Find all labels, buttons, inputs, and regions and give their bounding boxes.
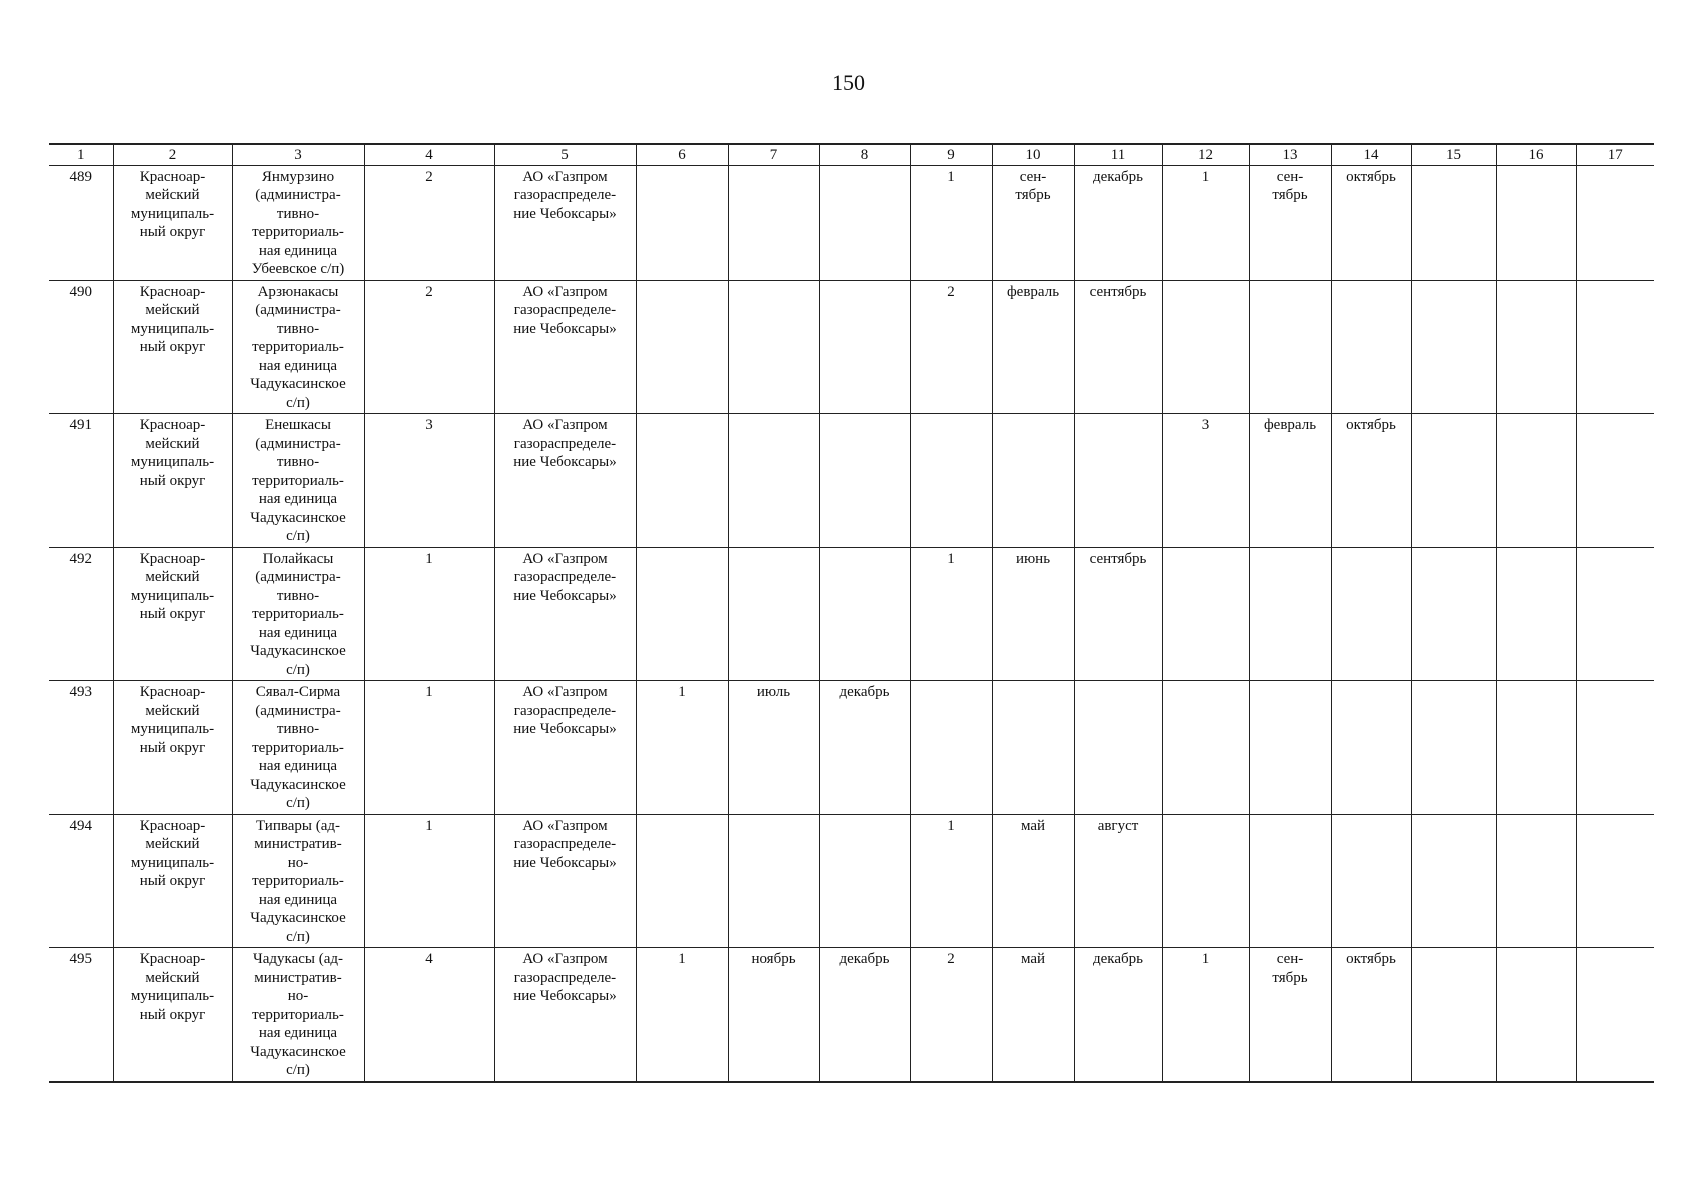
cell-line: сен- <box>1276 168 1304 185</box>
start-month-cell <box>992 280 1074 414</box>
cell-line: территориаль- <box>252 224 344 240</box>
settlement-cell <box>232 948 364 1082</box>
count-cell <box>910 681 992 815</box>
cell-line: Типвары (ад- <box>256 817 340 834</box>
cell-line: министратив- <box>254 969 342 986</box>
cell-line: тивно- <box>276 205 320 222</box>
settlement-cell <box>232 681 364 815</box>
column-header: 5 <box>494 144 636 165</box>
cell-line: ние Чебоксары» <box>513 587 617 604</box>
start-month-cell <box>1249 814 1331 948</box>
cell-line: тябрь <box>1015 187 1051 203</box>
cell-line: с/п) <box>286 1062 310 1078</box>
end-month-cell: декабрь <box>1074 165 1162 280</box>
end-month-cell: август <box>1074 814 1162 948</box>
column-header: 3 <box>232 144 364 165</box>
organization-cell <box>494 414 636 548</box>
column-header: 14 <box>1331 144 1411 165</box>
count-cell: 2 <box>910 948 992 1082</box>
cell-line: (администра- <box>255 302 341 318</box>
cell-line: ние Чебоксары» <box>513 454 617 470</box>
end-month-cell: октябрь <box>1331 948 1411 1082</box>
cell-line: Чадукасинское <box>250 910 346 926</box>
cell-line: тябрь <box>1272 969 1308 986</box>
organization-cell <box>494 814 636 948</box>
cell-line: Красноар- <box>139 168 206 185</box>
cell-line: мейский <box>145 435 200 452</box>
cell-line: мейский <box>145 702 200 719</box>
start-month-cell <box>728 414 819 548</box>
count-cell: 1 <box>910 165 992 280</box>
table-row <box>49 948 1654 1082</box>
start-month-cell <box>1249 681 1331 815</box>
cell-line: территориаль- <box>252 472 344 489</box>
end-month-cell <box>1331 547 1411 681</box>
table-row <box>49 165 1654 280</box>
cell-line: но- <box>287 854 309 871</box>
start-month-cell <box>992 414 1074 548</box>
cell-line: ный округ <box>139 739 206 756</box>
start-month-cell: ноябрь <box>728 948 819 1082</box>
column-header: 10 <box>992 144 1074 165</box>
count-cell <box>1162 547 1249 681</box>
empty-cell <box>1411 165 1496 280</box>
organization-cell <box>494 165 636 280</box>
page-number: 150 <box>832 70 865 95</box>
cell-line: муниципаль- <box>130 320 215 337</box>
end-month-cell: октябрь <box>1331 414 1411 548</box>
empty-cell <box>1496 165 1576 280</box>
cell-line: ная единица <box>258 758 338 774</box>
column-header: 2 <box>113 144 232 165</box>
district-cell <box>113 280 232 414</box>
empty-cell <box>1411 681 1496 815</box>
end-month-cell: сентябрь <box>1074 280 1162 414</box>
cell-line: газораспределе- <box>513 302 617 318</box>
start-month-cell <box>728 814 819 948</box>
end-month-cell <box>819 547 910 681</box>
count-cell: 1 <box>1162 948 1249 1082</box>
cell-line: ная единица <box>258 357 338 374</box>
column-header: 15 <box>1411 144 1496 165</box>
end-month-cell <box>819 280 910 414</box>
total-count-cell: 1 <box>364 547 494 681</box>
cell-line: газораспределе- <box>513 435 617 452</box>
start-month-cell <box>992 948 1074 1082</box>
cell-line: ный округ <box>139 606 206 622</box>
district-cell <box>113 681 232 815</box>
cell-line: Чадукасинское <box>250 643 346 659</box>
start-month-cell <box>728 280 819 414</box>
cell-line: ный округ <box>139 472 206 489</box>
table-row <box>49 814 1654 948</box>
start-month-cell <box>992 814 1074 948</box>
organization-cell <box>494 280 636 414</box>
cell-line: мейский <box>145 569 200 585</box>
row-number-cell: 490 <box>49 280 113 414</box>
cell-line: тивно- <box>276 454 320 470</box>
total-count-cell: 2 <box>364 280 494 414</box>
empty-cell <box>1576 948 1654 1082</box>
cell-line: с/п) <box>286 928 310 945</box>
settlement-cell <box>232 280 364 414</box>
cell-line: муниципаль- <box>130 205 215 222</box>
cell-line: сен- <box>1276 951 1304 967</box>
end-month-cell <box>819 165 910 280</box>
column-header: 1 <box>49 144 113 165</box>
count-cell <box>1162 814 1249 948</box>
column-header: 17 <box>1576 144 1654 165</box>
count-cell: 1 <box>1162 165 1249 280</box>
cell-line: Красноар- <box>139 283 206 300</box>
empty-cell <box>1496 280 1576 414</box>
cell-line: Красноар- <box>139 817 206 834</box>
settlement-cell <box>232 814 364 948</box>
column-header: 9 <box>910 144 992 165</box>
cell-line: ние Чебоксары» <box>513 721 617 737</box>
organization-cell <box>494 681 636 815</box>
cell-line: Полайкасы <box>262 550 334 567</box>
empty-cell <box>1411 280 1496 414</box>
cell-line: февраль <box>1263 417 1317 433</box>
empty-cell <box>1576 681 1654 815</box>
cell-line: с/п) <box>286 661 310 678</box>
table-row <box>49 547 1654 681</box>
start-month-cell <box>992 681 1074 815</box>
cell-line: ная единица <box>258 242 338 259</box>
cell-line: муниципаль- <box>130 854 215 871</box>
total-count-cell: 2 <box>364 165 494 280</box>
count-cell <box>1162 681 1249 815</box>
cell-line: с/п) <box>286 528 310 544</box>
settlement-cell <box>232 165 364 280</box>
cell-line: тивно- <box>276 587 320 604</box>
cell-line: мейский <box>145 187 200 203</box>
cell-line: ние Чебоксары» <box>513 988 617 1004</box>
empty-cell <box>1576 814 1654 948</box>
column-header: 8 <box>819 144 910 165</box>
empty-cell <box>1411 414 1496 548</box>
empty-cell <box>1576 414 1654 548</box>
count-cell: 3 <box>1162 414 1249 548</box>
column-header: 13 <box>1249 144 1331 165</box>
count-cell <box>636 414 728 548</box>
cell-line: ная единица <box>258 891 338 908</box>
total-count-cell: 3 <box>364 414 494 548</box>
cell-line: февраль <box>1006 283 1060 300</box>
cell-line: муниципаль- <box>130 454 215 470</box>
district-cell <box>113 165 232 280</box>
cell-line: ние Чебоксары» <box>513 205 617 222</box>
end-month-cell: октябрь <box>1331 165 1411 280</box>
cell-line: май <box>1020 817 1046 834</box>
organization-cell <box>494 547 636 681</box>
start-month-cell <box>1249 948 1331 1082</box>
cell-line: июнь <box>1015 550 1051 567</box>
total-count-cell: 1 <box>364 814 494 948</box>
end-month-cell <box>1331 280 1411 414</box>
count-cell: 2 <box>910 280 992 414</box>
cell-line: ние Чебоксары» <box>513 320 617 337</box>
data-table <box>49 143 1654 1083</box>
start-month-cell <box>1249 165 1331 280</box>
cell-line: ная единица <box>258 1025 338 1041</box>
cell-line: АО «Газпром <box>522 283 608 300</box>
end-month-cell <box>1074 681 1162 815</box>
empty-cell <box>1496 681 1576 815</box>
cell-line: Красноар- <box>139 550 206 567</box>
empty-cell <box>1576 280 1654 414</box>
start-month-cell <box>1249 547 1331 681</box>
end-month-cell <box>819 414 910 548</box>
count-cell: 1 <box>910 814 992 948</box>
total-count-cell: 4 <box>364 948 494 1082</box>
count-cell <box>636 547 728 681</box>
row-number-cell: 492 <box>49 547 113 681</box>
cell-line: (администра- <box>255 187 341 203</box>
cell-line: Енешкасы <box>265 417 331 433</box>
total-count-cell: 1 <box>364 681 494 815</box>
empty-cell <box>1496 414 1576 548</box>
cell-line: территориаль- <box>252 1006 344 1023</box>
column-header: 6 <box>636 144 728 165</box>
cell-line: АО «Газпром <box>522 817 608 834</box>
settlement-cell <box>232 547 364 681</box>
cell-line: мейский <box>145 836 200 852</box>
row-number-cell: 491 <box>49 414 113 548</box>
cell-line: Чадукасинское <box>250 509 346 526</box>
count-cell: 1 <box>636 681 728 815</box>
district-cell <box>113 948 232 1082</box>
cell-line: Чадукасы (ад- <box>252 951 344 967</box>
cell-line: АО «Газпром <box>522 951 608 967</box>
count-cell <box>636 280 728 414</box>
cell-line: тивно- <box>276 320 320 337</box>
cell-line: ный округ <box>139 339 206 355</box>
start-month-cell <box>992 165 1074 280</box>
column-header: 16 <box>1496 144 1576 165</box>
cell-line: муниципаль- <box>130 587 215 604</box>
count-cell <box>1162 280 1249 414</box>
end-month-cell <box>1074 414 1162 548</box>
cell-line: (администра- <box>255 569 341 585</box>
row-number-cell: 493 <box>49 681 113 815</box>
column-header: 11 <box>1074 144 1162 165</box>
cell-line: ный округ <box>139 224 206 240</box>
cell-line: Сявал-Сирма <box>255 684 341 700</box>
cell-line: Красноар- <box>139 417 206 433</box>
cell-line: сен- <box>1019 168 1047 185</box>
start-month-cell: июль <box>728 681 819 815</box>
settlement-cell <box>232 414 364 548</box>
table-row <box>49 280 1654 414</box>
start-month-cell <box>1249 414 1331 548</box>
column-header: 4 <box>364 144 494 165</box>
end-month-cell <box>819 814 910 948</box>
empty-cell <box>1496 948 1576 1082</box>
cell-line: Арзюнакасы <box>257 283 339 300</box>
row-number-cell: 494 <box>49 814 113 948</box>
count-cell: 1 <box>636 948 728 1082</box>
cell-line: Красноар- <box>139 684 206 700</box>
cell-line: с/п) <box>286 394 310 411</box>
cell-line: Красноар- <box>139 951 206 967</box>
cell-line: АО «Газпром <box>522 168 608 185</box>
count-cell: 1 <box>910 547 992 681</box>
cell-line: Чадукасинское <box>250 776 346 793</box>
cell-line: ная единица <box>258 624 338 641</box>
start-month-cell <box>1249 280 1331 414</box>
district-cell <box>113 414 232 548</box>
cell-line: мейский <box>145 969 200 986</box>
end-month-cell: декабрь <box>1074 948 1162 1082</box>
cell-line: тивно- <box>276 721 320 737</box>
start-month-cell <box>728 547 819 681</box>
empty-cell <box>1496 814 1576 948</box>
cell-line: муниципаль- <box>130 988 215 1004</box>
cell-line: территориаль- <box>252 606 344 622</box>
empty-cell <box>1411 814 1496 948</box>
end-month-cell <box>1331 681 1411 815</box>
organization-cell <box>494 948 636 1082</box>
cell-line: министратив- <box>254 836 342 852</box>
cell-line: АО «Газпром <box>522 684 608 700</box>
column-header: 12 <box>1162 144 1249 165</box>
cell-line: территориаль- <box>252 873 344 889</box>
table-row <box>49 681 1654 815</box>
cell-line: (администра- <box>255 702 341 719</box>
cell-line: Убеевское с/п) <box>251 261 345 277</box>
cell-line: но- <box>287 988 309 1004</box>
cell-line: муниципаль- <box>130 721 215 737</box>
empty-cell <box>1411 547 1496 681</box>
cell-line: ние Чебоксары» <box>513 854 617 871</box>
cell-line: газораспределе- <box>513 836 617 852</box>
cell-line: АО «Газпром <box>522 550 608 567</box>
cell-line: с/п) <box>286 795 310 811</box>
cell-line: ная единица <box>258 491 338 507</box>
cell-line: газораспределе- <box>513 187 617 203</box>
empty-cell <box>1496 547 1576 681</box>
cell-line: территориаль- <box>252 339 344 355</box>
cell-line: Янмурзино <box>261 168 335 185</box>
empty-cell <box>1411 948 1496 1082</box>
cell-line: территориаль- <box>252 739 344 756</box>
table-body <box>49 165 1654 1082</box>
row-number-cell: 489 <box>49 165 113 280</box>
start-month-cell <box>992 547 1074 681</box>
cell-line: газораспределе- <box>513 969 617 986</box>
district-cell <box>113 547 232 681</box>
cell-line: газораспределе- <box>513 569 617 585</box>
empty-cell <box>1576 547 1654 681</box>
start-month-cell <box>728 165 819 280</box>
row-number-cell: 495 <box>49 948 113 1082</box>
cell-line: ный округ <box>139 873 206 889</box>
end-month-cell <box>1331 814 1411 948</box>
cell-line: тябрь <box>1272 187 1308 203</box>
cell-line: (администра- <box>255 435 341 452</box>
column-header: 7 <box>728 144 819 165</box>
cell-line: АО «Газпром <box>522 417 608 433</box>
end-month-cell: декабрь <box>819 948 910 1082</box>
cell-line: мейский <box>145 302 200 318</box>
empty-cell <box>1576 165 1654 280</box>
cell-line: газораспределе- <box>513 702 617 719</box>
district-cell <box>113 814 232 948</box>
cell-line: Чадукасинское <box>250 376 346 392</box>
cell-line: ный округ <box>139 1006 206 1023</box>
end-month-cell: сентябрь <box>1074 547 1162 681</box>
count-cell <box>910 414 992 548</box>
column-number-row <box>49 144 1654 165</box>
table-row <box>49 414 1654 548</box>
cell-line: Чадукасинское <box>250 1043 346 1060</box>
end-month-cell: декабрь <box>819 681 910 815</box>
cell-line: май <box>1020 951 1046 967</box>
count-cell <box>636 165 728 280</box>
count-cell <box>636 814 728 948</box>
